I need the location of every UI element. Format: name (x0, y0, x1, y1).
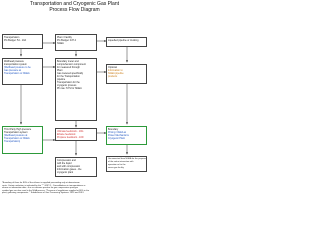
center-mid-line-11: cryogenic process (57, 84, 77, 87)
right-optional-box (106, 64, 147, 84)
center-bottom-line-2: with the liquid (57, 162, 72, 165)
footnote (2, 182, 147, 195)
left-third-line-4: Transportation or NGEA (4, 137, 30, 140)
footnote-line-4: residual gas are also used in the NGA process. *Pressure of regulations supplied at 80% in the (2, 189, 90, 192)
left-third-line-5: Transportation) (4, 140, 21, 143)
center-mid-line-6: Gas metered specifically (57, 72, 84, 75)
left-mid-line-3: (Wellhead pressure to be (4, 66, 31, 69)
right-mid-line-2: Information to (108, 69, 123, 72)
center-bottom-line-3: and with compression (57, 165, 81, 168)
center-bottom-line-4: Information gases - the (57, 168, 82, 171)
center-mid-line-3: for measured through (57, 66, 80, 69)
right-low-line-3: Power Mechanisms (108, 134, 129, 137)
right-low-line-4: Cryogenic Plant (108, 137, 125, 140)
left-top-line-1: Transportation (4, 36, 20, 39)
center-top-line-1: Plant / Facility (57, 36, 72, 39)
center-mid-line-4: Plant (57, 69, 63, 72)
center-mid-line-8: pipeline (57, 78, 66, 81)
footnote-line-2: costs. Certain reduction is indicated by the "*" GSP^1 - Consolidations in transportations or (2, 184, 86, 187)
right-unconnected-box (106, 156, 147, 172)
right-low-line-1: Boundary (108, 128, 119, 131)
center-mid-line-2: comprehension component (57, 63, 86, 66)
footnote-line-1: *Boundary of three for 80% of the ethane is supplied proceeding only at downstream (2, 182, 80, 184)
right-bottom-line-2: of the entire interaction with (108, 161, 134, 163)
right-mid-line-4: products (108, 75, 118, 78)
center-feedstock-box (55, 128, 97, 141)
left-mid-line-1: Wellhead pressure (4, 60, 24, 63)
right-bottom-line-4: sewer gas facility (108, 167, 124, 169)
center-bottom-line-1: Compression and (57, 159, 76, 162)
center-bottom-line-5: cryogenic plant (57, 171, 74, 174)
center-low-line-2: Ethane feedstock (57, 133, 76, 136)
right-low-line-2: Pricing: NGEA at (108, 131, 126, 134)
left-mid-line-2: transportation system (4, 63, 27, 66)
center-top-line-4: NGEA (57, 42, 64, 45)
center-boundary-box (55, 58, 97, 121)
left-third-line-2: Transportation system (4, 131, 28, 134)
center-mid-line-13: Ph rate: SYS for NGEA (57, 87, 82, 90)
left-mid-line-5: Transportation or NGEA (4, 72, 30, 75)
center-top-line-3: PG Budget: 437.4 (57, 39, 77, 42)
center-low-line-1: Ultimate feedstock - 10G (57, 130, 84, 133)
right-top-line-1: Liquefied pipeline or trucking (108, 39, 139, 42)
diagram-title-line2: Process Flow Diagram (49, 7, 100, 13)
center-compression-box (55, 157, 97, 177)
right-boundary-box (106, 126, 147, 145)
right-mid-line-1: Optional (108, 66, 117, 69)
diagram-title-line1: Transportation and Cryogenic Gas Plant (29, 1, 120, 7)
right-bottom-line-3: operation or for the (108, 164, 126, 166)
left-third-line-1: Third Party High pressure (4, 128, 32, 131)
center-low-line-3: Propane feedstock - 10D (57, 136, 84, 139)
left-third-party-box (2, 126, 43, 154)
left-transportation-box (2, 34, 43, 49)
right-liquefied-box (106, 37, 147, 47)
footnote-line-5: plant, gathering components. * Subdivisions of Gas Processing Systems: 2013 and 2013 (2, 192, 84, 195)
left-wellhead-box (2, 58, 43, 85)
center-mid-line-7: for the Transportation (57, 75, 80, 78)
right-mid-line-3: NGEA pipeline (108, 72, 124, 75)
center-mid-line-1: Boundary meter and (57, 60, 79, 63)
left-mid-line-4: Gas pressure at (4, 69, 22, 72)
left-top-line-4: PG Budget: 54 - 10A (4, 39, 27, 42)
right-bottom-line-1: Unconnected from NGEA for the purpose (108, 158, 146, 160)
footnote-line-3: shown as information data - the as common practice for gas compression post-gas (2, 187, 79, 190)
center-plant-box (55, 34, 97, 51)
center-mid-line-10: Transportation for the (57, 81, 80, 84)
left-third-line-3: (Wellhead pressure at (4, 134, 28, 137)
